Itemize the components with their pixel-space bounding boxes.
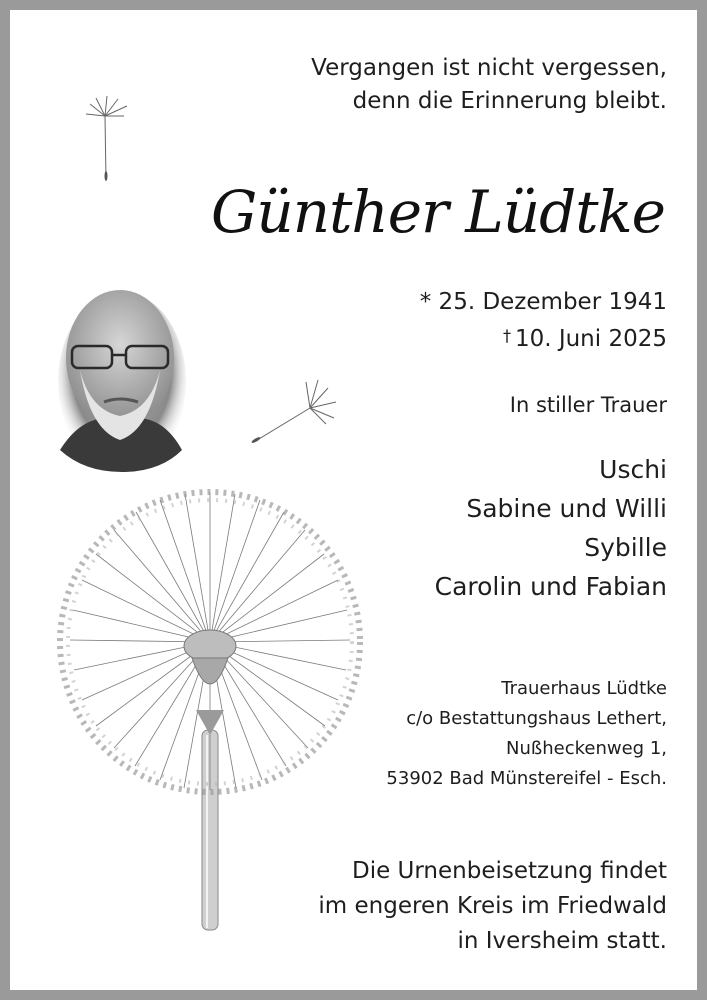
dagger-icon: † xyxy=(502,326,511,345)
burial-line: in Iversheim statt. xyxy=(457,928,667,954)
address-line: Trauerhaus Lüdtke xyxy=(501,678,667,699)
portrait-photo xyxy=(58,290,186,472)
burial-line: im engeren Kreis im Friedwald xyxy=(318,893,667,919)
birth-date: * 25. Dezember 1941 xyxy=(419,289,667,315)
dandelion-seed-middle xyxy=(251,380,336,444)
memorial-quote xyxy=(311,52,667,118)
mourner-item: Sabine und Willi xyxy=(466,494,667,523)
dandelion-illustration xyxy=(60,492,360,930)
grief-line: In stiller Trauer xyxy=(509,393,667,417)
contact-address xyxy=(386,674,667,794)
deceased-name: Günther Lüdtke xyxy=(211,178,665,246)
death-date-row xyxy=(420,319,667,356)
burial-line: Die Urnenbeisetzung findet xyxy=(351,858,667,884)
death-date: 10. Juni 2025 xyxy=(514,326,667,352)
mourners-list xyxy=(435,450,667,606)
address-line: Nußheckenweg 1, xyxy=(506,738,667,759)
quote-line-2: denn die Erinnerung bleibt. xyxy=(352,88,667,114)
life-dates xyxy=(420,286,667,356)
mourner-item: Sybille xyxy=(584,533,667,562)
address-line: c/o Bestattungshaus Lethert, xyxy=(406,708,667,729)
mourner-item: Uschi xyxy=(599,455,667,484)
quote-line-1: Vergangen ist nicht vergessen, xyxy=(311,55,667,81)
mourner-item: Carolin und Fabian xyxy=(434,572,667,601)
burial-notice xyxy=(318,854,667,959)
address-line: 53902 Bad Münstereifel - Esch. xyxy=(386,768,667,789)
dandelion-seed-top xyxy=(86,96,127,181)
